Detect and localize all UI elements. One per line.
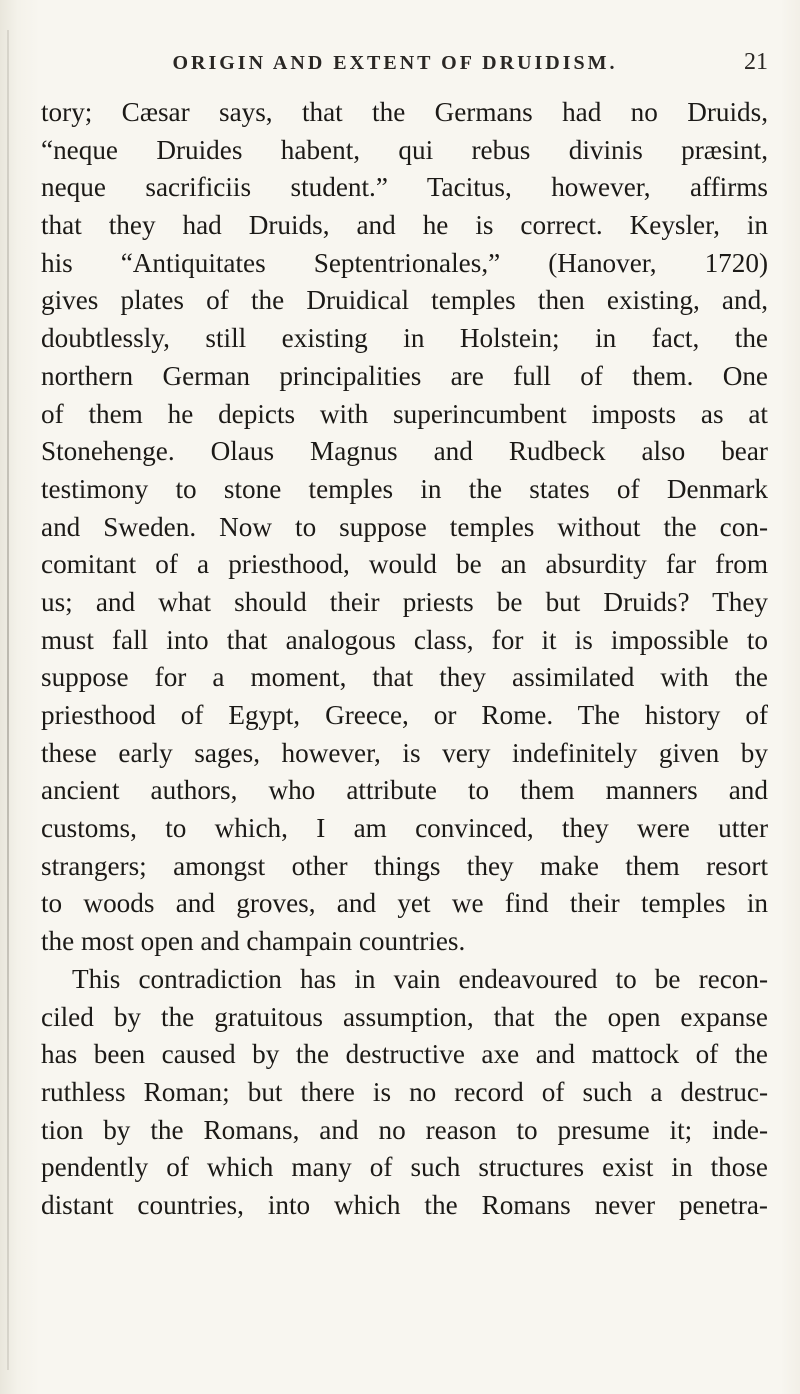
text-line: tion by the Romans, and no reason to presume it; inde- [41, 1114, 768, 1145]
text-line: priesthood of Egypt, Greece, or Rome. The history of [41, 700, 768, 730]
text-line: neque sacrificiis student.” Tacitus, however, affirms [41, 172, 768, 203]
text-line: suppose for a moment, that they assimilated with the [41, 662, 768, 693]
text-line: distant countries, into which the Romans never penetra- [41, 1189, 768, 1220]
text-line: ruthless Roman; but there is no record of such a destruc- [41, 1076, 768, 1107]
binding-gutter [7, 30, 9, 1370]
text-line: has been caused by the destructive axe and mattock of the [41, 1039, 768, 1070]
text-line: Stonehenge. Olaus Magnus and Rudbeck also bear [41, 436, 768, 467]
text-line: of them he depicts with superincumbent imposts as at [41, 398, 768, 429]
text-line: these early sages, however, is very indefinitely given by [41, 737, 768, 768]
text-line: “neque Druides habent, qui rebus divinis præsint, [41, 134, 768, 165]
text-line: us; and what should their priests be but Druids? They [41, 586, 768, 617]
text-line: comitant of a priesthood, would be an absurdity far from [41, 549, 768, 580]
text-line: tory; Cæsar says, that the Germans had no Druids, [41, 97, 768, 127]
text-line: and Sweden. Now to suppose temples without the con- [41, 511, 768, 542]
text-line: his “Antiquitates Septentrionales,” (Hanover, 1720) [41, 247, 768, 278]
text-line: to woods and groves, and yet we find their temples in [41, 888, 768, 919]
text-line: gives plates of the Druidical temples then existing, and, [41, 285, 768, 316]
paragraph-end-line: the most open and champain countries. [41, 926, 466, 957]
text-line: strangers; amongst other things they make them resort [41, 850, 768, 881]
text-line: must fall into that analogous class, for it is impossible to [41, 624, 768, 655]
text-line: that they had Druids, and he is correct. Keysler, in [41, 210, 768, 241]
text-line: pendently of which many of such structures exist in those [41, 1152, 768, 1183]
text-line: ciled by the gratuitous assumption, that the open expanse [41, 1001, 768, 1032]
text-line: customs, to which, I am convinced, they were utter [41, 813, 768, 844]
running-title: ORIGIN AND EXTENT OF DRUIDISM. [172, 52, 618, 74]
text-line: northern German principalities are full of them. One [41, 360, 768, 391]
body-text [41, 94, 768, 1225]
text-line: testimony to stone temples in the states of Denmark [41, 473, 768, 504]
page-number: 21 [744, 49, 768, 75]
text-line: doubtlessly, still existing in Holstein; in fact, the [41, 323, 768, 354]
text-line: ancient authors, who attribute to them manners and [41, 775, 768, 806]
paragraph-start-line: This contradiction has in vain endeavoured to be recon- [72, 963, 768, 994]
